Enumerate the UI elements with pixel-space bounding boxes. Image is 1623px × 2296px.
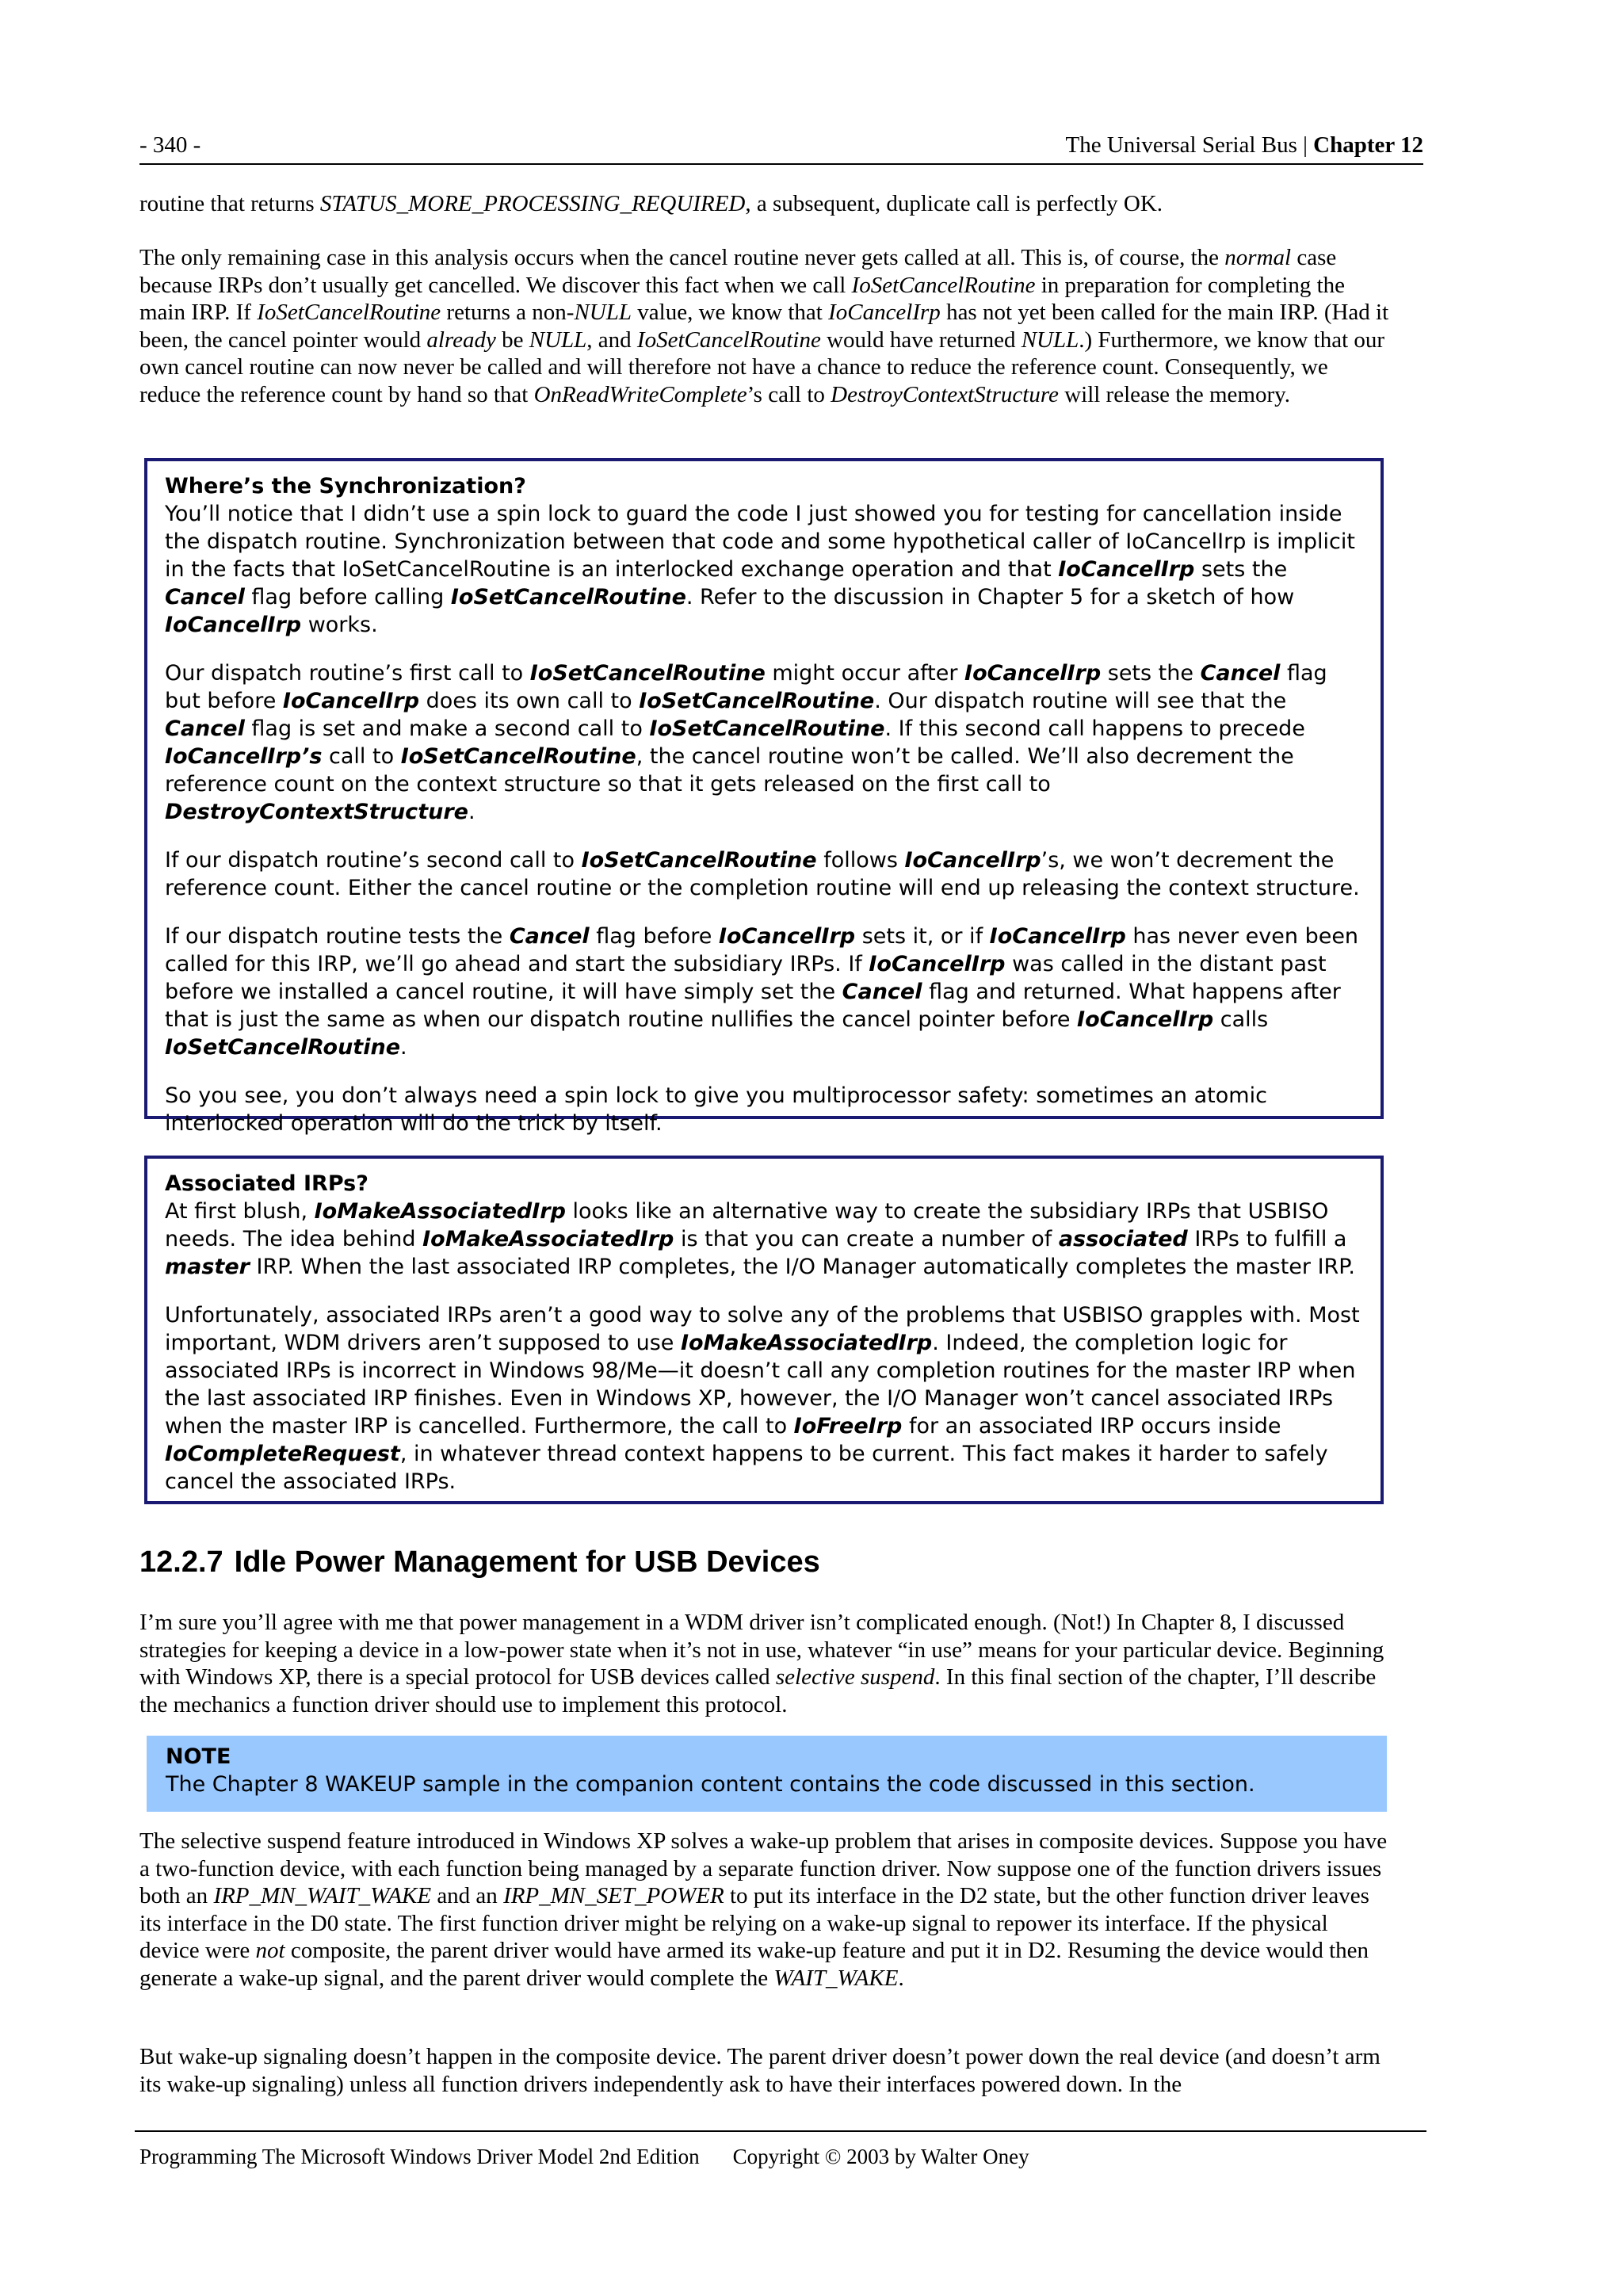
paragraph-cancel-case: The only remaining case in this analysis occurs when the cancel routine never gets called at all. This is, of course, the normal case because IRPs don’t usually get cancelled. We discover this fact when we call IoSetCancelRoutine in preparation for completing the main IRP. If IoSetCancelRoutine returns a non-NULL value, we know that IoCancelIrp has not yet been called for the main IRP. (Had it been, the cancel pointer would already be NULL, and IoSetCancelRoutine would have returned NULL.) Furthermore, we know that our own cancel routine can now never be called and will therefore not have a chance to reduce the reference count. Consequently, we reduce the reference count by hand so that OnReadWriteComplete’s call to DestroyContextStructure will release the memory. bbox=[139, 245, 1389, 407]
note-title: NOTE bbox=[166, 1744, 231, 1769]
page-footer bbox=[139, 2145, 1029, 2169]
sidebar-paragraph: Unfortunately, associated IRPs aren’t a good way to solve any of the problems that USBISO grapples with. Most important, WDM drivers aren’t supposed to use IoMakeAssociatedIrp. Indeed, the completion logic for associated IRPs is incorrect in Windows 98/Me—it doesn’t call any completion routines for the master IRP when the last associated IRP finishes. Even in Windows XP, however, the I/O Manager won’t cancel associated IRPs when the master IRP is cancelled. Furthermore, the call to IoFreeIrp for an associated IRP occurs inside IoCompleteRequest, in whatever thread context happens to be current. This fact makes it harder to safely cancel the associated IRPs. bbox=[165, 1303, 1360, 1494]
sidebar-title: Associated IRPs? bbox=[165, 1171, 369, 1196]
sidebar-paragraph: If our dispatch routine’s second call to IoSetCancelRoutine follows IoCancelIrp’s, we won’t decrement the reference count. Either the cancel routine or the completion routine will end up releasing the context structure. bbox=[165, 848, 1360, 900]
chapter-label: Chapter 12 bbox=[1313, 132, 1423, 158]
sidebar-paragraph: If our dispatch routine tests the Cancel flag before IoCancelIrp sets it, or if IoCancelIrp has never even been called for this IRP, we’ll go ahead and start the subsidiary IRPs. If IoCancelIrp was called in the distant past before we installed a cancel routine, it will have simply set the Cancel flag and returned. What happens after that is just the same as when our dispatch routine nullifies the cancel pointer before IoCancelIrp calls IoSetCancelRoutine. bbox=[165, 924, 1359, 1060]
sidebar-synchronization bbox=[144, 458, 1384, 1136]
paragraph-composite-devices: The selective suspend feature introduced in Windows XP solves a wake-up problem that arises in composite devices. Suppose you have a two-function device, with each function being managed by a separate function driver. Now suppose one of the function drivers issues both an IRP_MN_WAIT_WAKE and an IRP_MN_SET_POWER to put its interface in the D2 state, but the other function driver leaves its interface in the D0 state. The first function driver might be relying on a wake-up signal to repower its interface. If the physical device were not composite, the parent driver would have armed its wake-up feature and put it in D2. Resuming the device would then generate a wake-up signal, and the parent driver would complete the WAIT_WAKE. bbox=[139, 1828, 1388, 1991]
sidebar-paragraph: At first blush, IoMakeAssociatedIrp looks like an alternative way to create the subsidiary IRPs that USBISO needs. The idea behind IoMakeAssociatedIrp is that you can create a number of associated IRPs to fulfill a master IRP. When the last associated IRP completes, the I/O Manager automatically completes the master IRP. bbox=[165, 1199, 1355, 1279]
page-number: - 340 - bbox=[139, 132, 201, 158]
sidebar-paragraph: Our dispatch routine’s first call to IoSetCancelRoutine might occur after IoCancelIrp sets the Cancel flag but before IoCancelIrp does its own call to IoSetCancelRoutine. Our dispatch routine will see that the Cancel flag is set and make a second call to IoSetCancelRoutine. If this second call happens to precede IoCancelIrp’s call to IoSetCancelRoutine, the cancel routine won’t be called. We’ll also decrement the reference count on the context structure so that it gets released on the first call to DestroyContextStructure. bbox=[165, 661, 1327, 824]
paragraph-wakeup-signaling: But wake-up signaling doesn’t happen in the composite device. The parent driver doesn’t power down the real device (and doesn’t arm its wake-up signaling) unless all function drivers independently ask to have their interfaces powered down. In the bbox=[139, 2044, 1381, 2097]
sidebar-paragraph: So you see, you don’t always need a spin lock to give you multiprocessor safety: sometimes an atomic interlocked operation will do the trick by itself. bbox=[165, 1083, 1267, 1136]
sidebar-title: Where’s the Synchronization? bbox=[165, 474, 526, 499]
running-title: The Universal Serial Bus | Chapter 12 bbox=[1065, 132, 1423, 158]
sidebar-paragraph: You’ll notice that I didn’t use a spin lock to guard the code I just showed you for testing for cancellation inside the dispatch routine. Synchronization between that code and some hypothetical caller of IoCancelIrp is implicit in the facts that IoSetCancelRoutine is an interlocked exchange operation and that IoCancelIrp sets the Cancel flag before calling IoSetCancelRoutine. Refer to the discussion in Chapter 5 for a sketch of how IoCancelIrp works. bbox=[165, 502, 1355, 637]
section-heading: 12.2.7 Idle Power Management for USB Devices bbox=[139, 1545, 820, 1579]
paragraph-continuation: routine that returns STATUS_MORE_PROCESSING_REQUIRED, a subsequent, duplicate call is perfectly OK. bbox=[139, 191, 1163, 216]
sidebar-associated-irps bbox=[144, 1156, 1384, 1504]
footer-copyright: Copyright © 2003 by Walter Oney bbox=[732, 2145, 1029, 2168]
footer-rule bbox=[135, 2130, 1426, 2132]
note-box bbox=[147, 1736, 1387, 1812]
note-text: The Chapter 8 WAKEUP sample in the companion content contains the code discussed in this section. bbox=[166, 1772, 1255, 1797]
paragraph-selective-suspend-intro: I’m sure you’ll agree with me that power management in a WDM driver isn’t complicated enough. (Not!) In Chapter 8, I discussed strategies for keeping a device in a low-power state when it’s not in use, whatever “in use” means for your particular device. Beginning with Windows XP, there is a special protocol for USB devices called selective suspend. In this final section of the chapter, I’ll describe the mechanics a function driver should use to implement this protocol. bbox=[139, 1610, 1384, 1717]
page-header bbox=[139, 130, 1423, 165]
footer-book-title: Programming The Microsoft Windows Driver Model 2nd Edition bbox=[139, 2145, 700, 2168]
